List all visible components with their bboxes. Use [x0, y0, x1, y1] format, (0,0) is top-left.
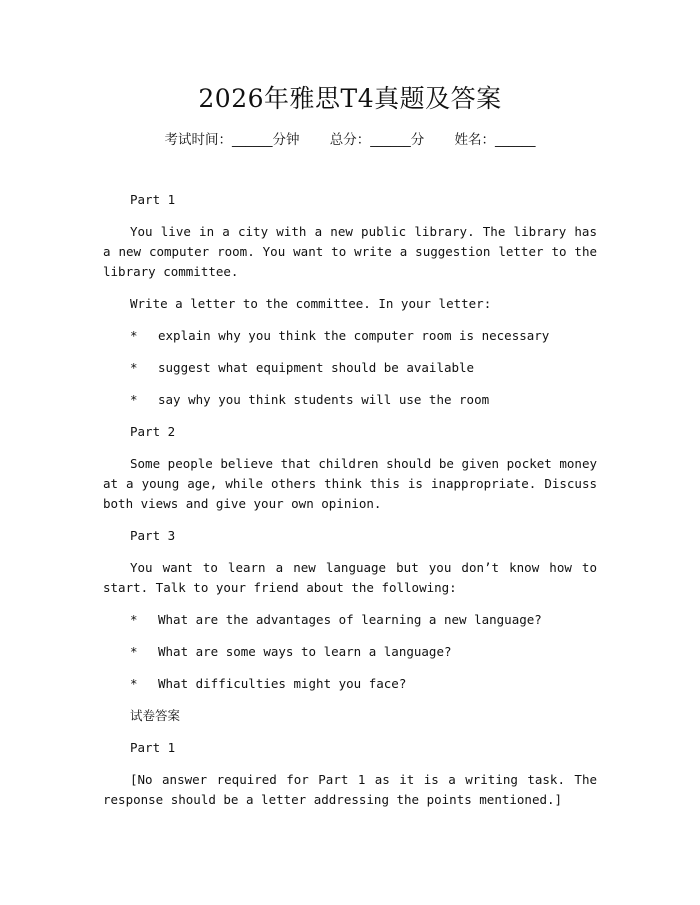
bullet-text: What are some ways to learn a language? [158, 644, 452, 659]
name-field: 姓名：______ [454, 132, 536, 148]
part1-prompt: You live in a city with a new public library. The library has a new computer room. You want to write a suggestion letter to the library committee. [103, 224, 597, 279]
bullet-symbol: * [130, 360, 138, 375]
answers-part1-heading: Part 1 [130, 740, 176, 755]
exam-info-line [0, 130, 700, 150]
bullet-symbol: * [130, 644, 138, 659]
list-item [103, 390, 597, 410]
document-title: 2026年雅思T4真题及答案 [198, 84, 502, 113]
part1-instruction: Write a letter to the committee. In your letter: [130, 296, 492, 311]
list-item [103, 610, 597, 630]
bullet-symbol: * [130, 392, 138, 407]
part1-heading: Part 1 [130, 192, 176, 207]
part2-prompt: Some people believe that children should be given pocket money at a young age, while others think this is inappropriate. Discuss both views and give your own opinion. [103, 456, 597, 511]
part3-prompt: You want to learn a new language but you don’t know how to start. Talk to your friend about the following: [103, 560, 597, 595]
bullet-text: say why you think students will use the room [158, 392, 490, 407]
list-item [103, 358, 597, 378]
bullet-symbol: * [130, 612, 138, 627]
list-item [103, 326, 597, 346]
bullet-text: suggest what equipment should be available [158, 360, 475, 375]
bullet-symbol: * [130, 328, 138, 343]
answers-heading: 试卷答案 [130, 708, 181, 723]
bullet-text: What are the advantages of learning a new language? [158, 612, 542, 627]
exam-time-field: 考试时间：______分钟 [164, 132, 300, 148]
bullet-symbol: * [130, 676, 138, 691]
list-item [103, 674, 597, 694]
document-body [103, 190, 597, 822]
total-score-field: 总分：______分 [329, 132, 425, 148]
bullet-text: explain why you think the computer room is necessary [158, 328, 550, 343]
part2-heading: Part 2 [130, 424, 176, 439]
part3-heading: Part 3 [130, 528, 176, 543]
list-item [103, 642, 597, 662]
answers-part1-text: [No answer required for Part 1 as it is a writing task. The response should be a letter addressing the points mentioned.] [103, 772, 597, 807]
bullet-text: What difficulties might you face? [158, 676, 407, 691]
